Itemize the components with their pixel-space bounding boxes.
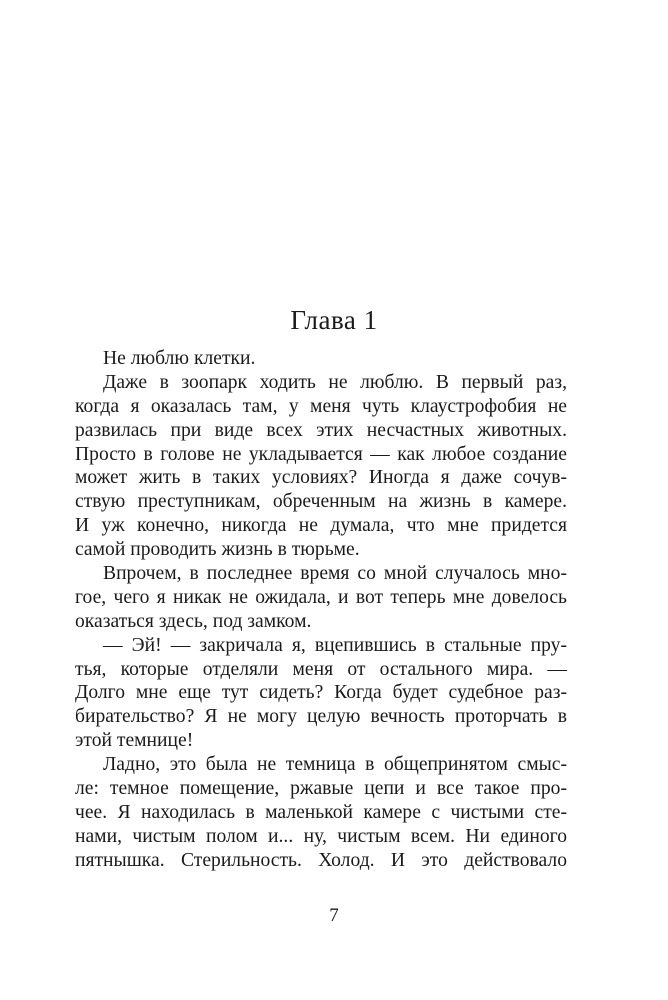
paragraph xyxy=(75,634,567,753)
text-line: пятнышка. Стерильность. Холод. И это действовало xyxy=(75,849,567,871)
text-line: чее. Я находилась в маленькой камере с чистыми сте- xyxy=(75,801,567,823)
text-line: Долго мне еще тут сидеть? Когда будет судебное раз- xyxy=(75,682,567,704)
paragraph xyxy=(75,347,567,371)
text-line: ствую преступникам, обреченным на жизнь в камере. xyxy=(75,491,567,513)
text-line: развилась при виде всех этих несчастных животных. xyxy=(75,419,567,441)
text-line: Ладно, это была не темница в общепринятом смыс- xyxy=(103,754,567,776)
text-line: ле: темное помещение, ржавые цепи и все такое про- xyxy=(75,778,567,800)
text-line: бирательство? Я не могу целую вечность проторчать в xyxy=(75,706,567,728)
text-line: Впрочем, в последнее время со мной случалось мно- xyxy=(103,563,567,585)
text-line: гое, чего я никак не ожидала, и вот теперь мне довелось xyxy=(75,586,567,608)
page-number: 7 xyxy=(329,905,339,926)
chapter-body-text xyxy=(75,347,567,873)
text-line: И уж конечно, никогда не думала, что мне придется xyxy=(75,515,567,537)
text-line: этой темнице! xyxy=(75,730,194,752)
text-line: когда я оказалась там, у меня чуть клаустрофобия не xyxy=(75,395,567,417)
text-line: нами, чистым полом и... ну, чистым всем. Ни единого xyxy=(75,825,567,847)
paragraph xyxy=(75,753,567,872)
chapter-title: Глава 1 xyxy=(290,305,378,335)
paragraph xyxy=(75,562,567,634)
text-line: оказаться здесь, под замком. xyxy=(75,610,312,632)
text-line: Не люблю клетки. xyxy=(103,348,256,369)
text-line: тья, которые отделяли меня от остального мира. — xyxy=(75,658,567,680)
text-line: Просто в голове не укладывается — как любое создание xyxy=(75,443,567,465)
text-line: Даже в зоопарк ходить не люблю. В первый раз, xyxy=(103,371,567,393)
paragraph xyxy=(75,371,567,562)
text-line: самой проводить жизнь в тюрьме. xyxy=(75,539,360,561)
text-line: может жить в таких условиях? Иногда я даже сочув- xyxy=(75,467,567,489)
text-line: — Эй! — закричала я, вцепившись в стальные пру- xyxy=(103,634,567,656)
